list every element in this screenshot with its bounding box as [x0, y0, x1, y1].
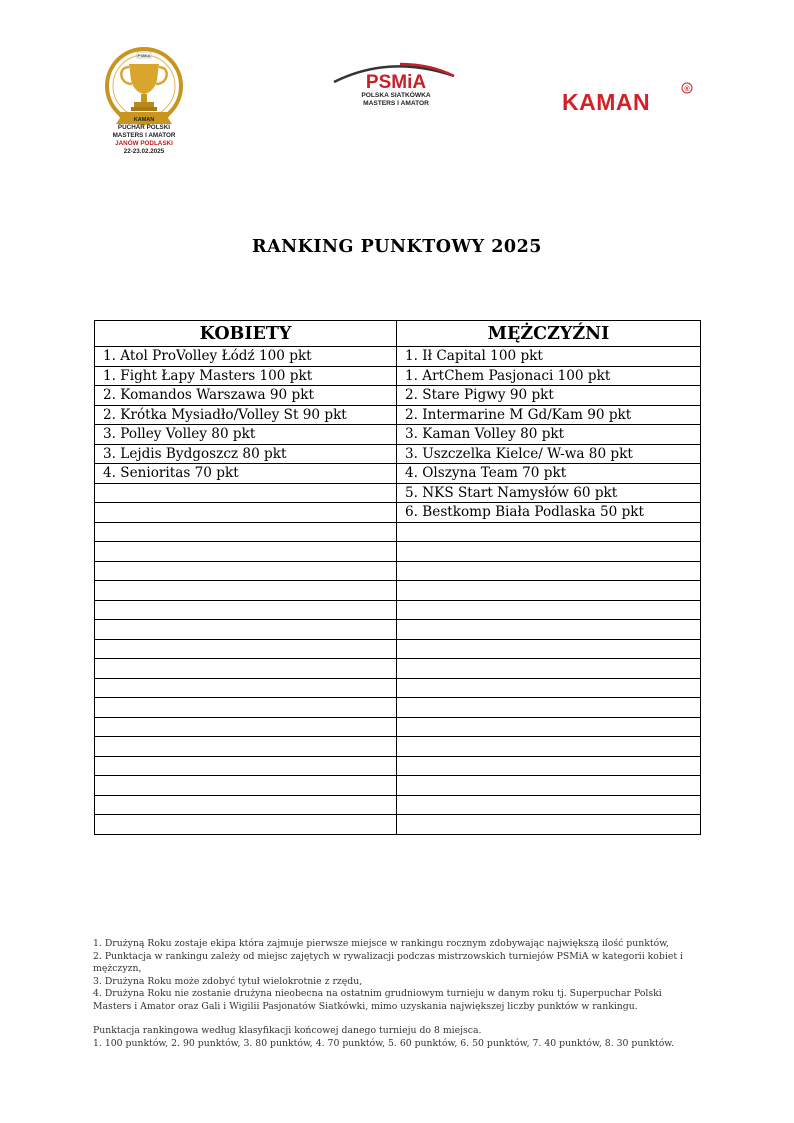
women-team-cell [95, 620, 397, 640]
men-team-cell [397, 561, 701, 581]
table-row [95, 425, 701, 445]
cup-line-1: PUCHAR POLSKI [117, 124, 171, 131]
men-team-cell: 1. ArtChem Pasjonaci 100 pkt [397, 366, 701, 386]
women-team-cell [95, 542, 397, 562]
women-team-cell [95, 483, 397, 503]
cup-line-2: MASTERS I AMATOR [112, 132, 176, 139]
table-row [95, 717, 701, 737]
psmia-line-1: POLSKA SIATKÓWKA [361, 92, 431, 99]
women-team-cell [95, 639, 397, 659]
men-team-cell [397, 717, 701, 737]
women-team-cell [95, 737, 397, 757]
men-team-cell [397, 815, 701, 835]
cup-ribbon-text: KAMAN [133, 117, 155, 123]
header-men: MĘŻCZYŹNI [397, 321, 701, 347]
women-team-cell [95, 503, 397, 523]
note-3: 3. Drużyna Roku może zdobyć tytuł wielokrotnie z rzędu, [93, 975, 363, 987]
women-team-cell [95, 659, 397, 679]
men-team-cell [397, 737, 701, 757]
women-team-cell [95, 678, 397, 698]
men-team-cell: 4. Olszyna Team 70 pkt [397, 464, 701, 484]
psmia-logo [330, 60, 460, 110]
men-team-cell [397, 678, 701, 698]
note-1: 1. Drużyną Roku zostaje ekipa która zajmuje pierwsze miejsce w rankingu rocznym zdobywając największą ilość punktów, [93, 938, 669, 949]
women-team-cell [95, 795, 397, 815]
men-team-cell: 2. Intermarine M Gd/Kam 90 pkt [397, 405, 701, 425]
women-team-cell [95, 561, 397, 581]
table-row [95, 639, 701, 659]
cup-logo-text [100, 124, 188, 156]
women-team-cell [95, 815, 397, 835]
men-team-cell [397, 756, 701, 776]
table-row [95, 405, 701, 425]
table-row [95, 464, 701, 484]
scoring-intro: Punktacja rankingowa według klasyfikacji końcowej danego turnieju do 8 miejsca. [93, 1025, 482, 1036]
men-team-cell [397, 659, 701, 679]
men-team-cell: 5. NKS Start Namysłów 60 pkt [397, 483, 701, 503]
table-row [95, 795, 701, 815]
men-team-cell: 3. Uszczelka Kielce/ W-wa 80 pkt [397, 444, 701, 464]
table-row [95, 698, 701, 718]
men-team-cell: 3. Kaman Volley 80 pkt [397, 425, 701, 445]
men-team-cell [397, 698, 701, 718]
table-row [95, 815, 701, 835]
table-header-row [95, 321, 701, 347]
table-row [95, 620, 701, 640]
table-row [95, 542, 701, 562]
table-row [95, 600, 701, 620]
women-team-cell [95, 698, 397, 718]
table-row [95, 678, 701, 698]
women-team-cell: 1. Atol ProVolley Łódź 100 pkt [95, 347, 397, 367]
men-team-cell [397, 776, 701, 796]
men-team-cell [397, 795, 701, 815]
ranking-table [94, 320, 701, 835]
page-title: RANKING PUNKTOWY 2025 [252, 237, 542, 257]
note-4: 4. Drużyna Roku nie zostanie drużyna nieobecna na ostatnim grudniowym turnieju w danym roku tj. Superpuchar Polski Masters i Amator oraz Gali i Wigilii Pasjonatów Siatkówki, mimo uzyskania największej liczby punktów w rankingu. [93, 988, 662, 1012]
women-team-cell [95, 776, 397, 796]
table-row [95, 503, 701, 523]
men-team-cell [397, 581, 701, 601]
women-team-cell [95, 600, 397, 620]
women-team-cell: 2. Krótka Mysiadło/Volley St 90 pkt [95, 405, 397, 425]
psmia-name: PSMiA [365, 72, 427, 93]
men-team-cell: 6. Bestkomp Biała Podlaska 50 pkt [397, 503, 701, 523]
men-team-cell: 2. Stare Pigwy 90 pkt [397, 386, 701, 406]
women-team-cell: 2. Komandos Warszawa 90 pkt [95, 386, 397, 406]
table-row [95, 386, 701, 406]
header-women: KOBIETY [95, 321, 397, 347]
psmia-line-2: MASTERS I AMATOR [363, 100, 429, 107]
table-row [95, 581, 701, 601]
note-2: 2. Punktacja w rankingu zależy od miejsc zajętych w rywalizacji podczas mistrzowskich turniejów PSMiA w kategorii kobiet i mężczyzn, [93, 950, 683, 974]
women-team-cell [95, 717, 397, 737]
cup-brand-small: PSMiA [137, 53, 151, 58]
cup-line-3: JANÓW PODLASKI [115, 140, 173, 147]
men-team-cell: 1. Ił Capital 100 pkt [397, 347, 701, 367]
table-row [95, 366, 701, 386]
kaman-name: KAMAN [562, 89, 651, 115]
cup-line-4: 22-23.02.2025 [123, 148, 165, 155]
men-team-cell [397, 542, 701, 562]
kaman-logo [560, 80, 700, 116]
table-row [95, 347, 701, 367]
women-team-cell: 3. Polley Volley 80 pkt [95, 425, 397, 445]
table-row [95, 756, 701, 776]
men-team-cell [397, 620, 701, 640]
women-team-cell [95, 581, 397, 601]
footnotes [93, 938, 703, 1050]
table-row [95, 483, 701, 503]
women-team-cell: 3. Lejdis Bydgoszcz 80 pkt [95, 444, 397, 464]
men-team-cell [397, 600, 701, 620]
men-team-cell [397, 522, 701, 542]
table-row [95, 522, 701, 542]
ranking-table-body [95, 347, 701, 835]
men-team-cell [397, 639, 701, 659]
scoring-values: 1. 100 punktów, 2. 90 punktów, 3. 80 punktów, 4. 70 punktów, 5. 60 punktów, 6. 50 punktów, 7. 40 punktów, 8. 30 punktów. [93, 1037, 675, 1049]
women-team-cell [95, 522, 397, 542]
women-team-cell: 4. Senioritas 70 pkt [95, 464, 397, 484]
table-row [95, 737, 701, 757]
women-team-cell: 1. Fight Łapy Masters 100 pkt [95, 366, 397, 386]
table-row [95, 659, 701, 679]
table-row [95, 561, 701, 581]
table-row [95, 776, 701, 796]
women-team-cell [95, 756, 397, 776]
table-row [95, 444, 701, 464]
kaman-registered-mark: ® [684, 86, 690, 93]
